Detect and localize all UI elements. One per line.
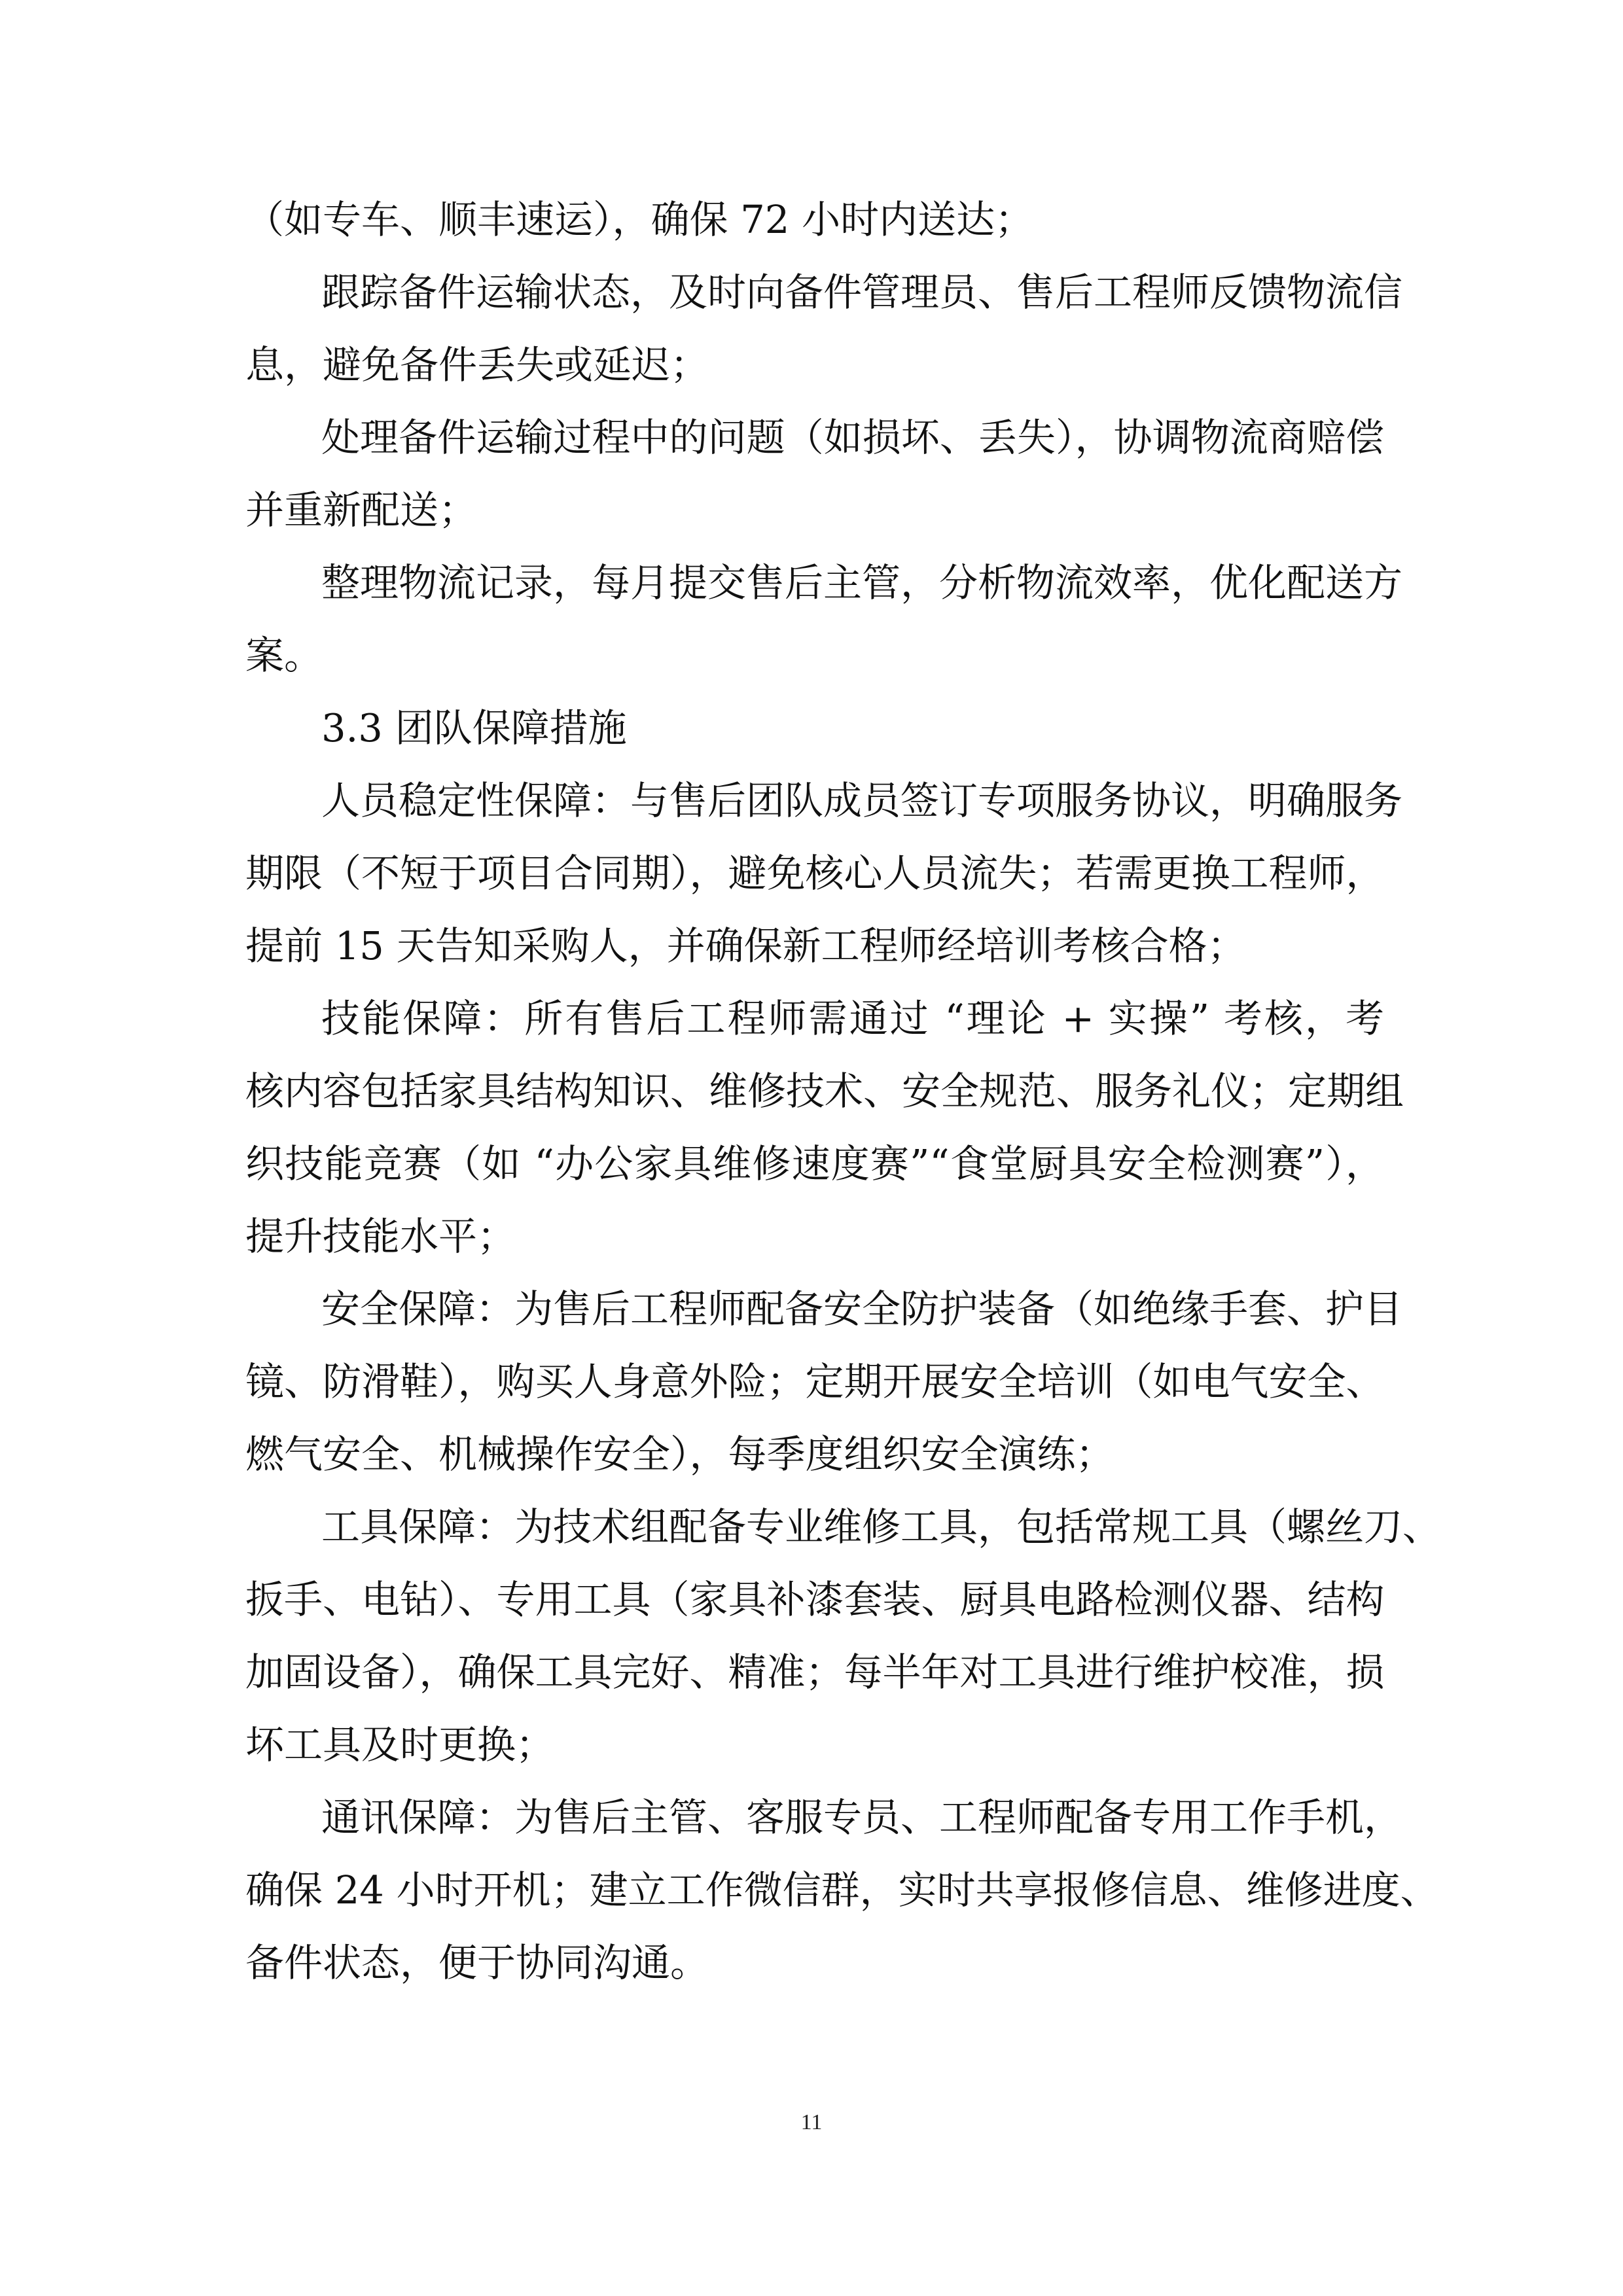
- section-heading: 3.3 团队保障措施: [321, 705, 627, 751]
- paragraph-line: 燃气安全、机械操作安全），每季度组织安全演练；: [245, 1432, 1115, 1477]
- paragraph-line: 案。: [245, 633, 323, 678]
- paragraph-line: 工具保障：为技术组配备专业维修工具，包括常规工具（螺丝刀、: [321, 1504, 1442, 1549]
- paragraph-line: 通讯保障：为售后主管、客服专员、工程师配备专用工作手机，: [321, 1795, 1403, 1840]
- page-number: 11: [800, 2110, 823, 2134]
- paragraph-line: 镜、防滑鞋），购买人身意外险；定期开展安全培训（如电气安全、: [245, 1359, 1385, 1404]
- body-text: [245, 183, 1442, 1999]
- paragraph-line: 坏工具及时更换；: [245, 1722, 555, 1767]
- paragraph-line: 核内容包括家具结构知识、维修技术、安全规范、服务礼仪；定期组: [245, 1069, 1404, 1114]
- paragraph-line: 期限（不短于项目合同期），避免核心人员流失；若需更换工程师，: [245, 851, 1385, 896]
- paragraph-line: 备件状态，便于协同沟通。: [245, 1940, 709, 1985]
- paragraph-line: 安全保障：为售后工程师配备安全防护装备（如绝缘手套、护目: [321, 1286, 1403, 1332]
- paragraph-line: （如专车、顺丰速运），确保 72 小时内送达；: [245, 197, 1034, 242]
- paragraph-line: 息，避免备件丢失或延迟；: [245, 342, 709, 387]
- paragraph-line: 提前 15 天告知采购人，并确保新工程师经培训考核合格；: [245, 923, 1246, 968]
- paragraph-line: 加固设备），确保工具完好、精准；每半年对工具进行维护校准，损: [245, 1650, 1385, 1695]
- paragraph-line: 整理物流记录，每月提交售后主管，分析物流效率，优化配送方: [321, 560, 1403, 605]
- paragraph-line: 织技能竞赛（如 “办公家具维修速度赛”“食堂厨具安全检测赛”），: [245, 1141, 1384, 1186]
- paragraph-line: 技能保障：所有售后工程师需通过 “理论 + 实操” 考核，考: [321, 996, 1384, 1041]
- paragraph-line: 并重新配送；: [245, 487, 478, 533]
- paragraph-line: 处理备件运输过程中的问题（如损坏、丢失），协调物流商赔偿: [321, 415, 1384, 460]
- paragraph-line: 确保 24 小时开机；建立工作微信群，实时共享报修信息、维修进度、: [245, 1867, 1439, 1913]
- paragraph-line: 扳手、电钻）、专用工具（家具补漆套装、厨具电路检测仪器、结构: [245, 1577, 1385, 1622]
- paragraph-line: 人员稳定性保障：与售后团队成员签订专项服务协议，明确服务: [321, 778, 1403, 823]
- paragraph-line: 跟踪备件运输状态，及时向备件管理员、售后工程师反馈物流信: [321, 270, 1403, 315]
- paragraph-line: 提升技能水平；: [245, 1214, 516, 1259]
